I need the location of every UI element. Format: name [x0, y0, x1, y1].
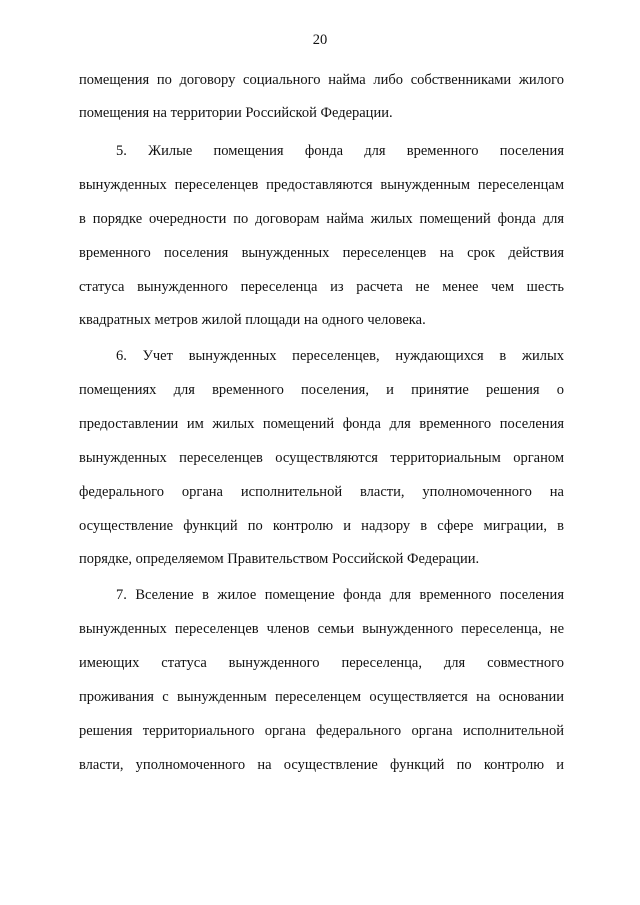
paragraph-6-line-2: помещениях для временного поселения, и принятие решения о — [79, 382, 564, 398]
paragraph-6-line-3: предоставлении им жилых помещений фонда для временного поселения — [79, 416, 564, 432]
paragraph-6-line-1: 6. Учет вынужденных переселенцев, нуждающихся в жилых — [116, 348, 564, 364]
paragraph-7-line-4: проживания с вынужденным переселенцем осуществляется на основании — [79, 689, 564, 705]
paragraph-7-line-5: решения территориального органа федерального органа исполнительной — [79, 723, 564, 739]
paragraph-4-line-2: помещения на территории Российской Федерации. — [79, 105, 393, 121]
paragraph-7-line-6: власти, уполномоченного на осуществление функций по контролю и — [79, 757, 564, 773]
paragraph-7-line-3: имеющих статуса вынужденного переселенца, для совместного — [79, 655, 564, 671]
paragraph-5-line-4: временного поселения вынужденных переселенцев на срок действия — [79, 245, 564, 261]
paragraph-4-line-1: помещения по договору социального найма либо собственниками жилого — [79, 72, 564, 88]
paragraph-5-line-2: вынужденных переселенцев предоставляются вынужденным переселенцам — [79, 177, 564, 193]
paragraph-5-line-1: 5. Жилые помещения фонда для временного поселения — [116, 143, 564, 159]
paragraph-6-line-6: осуществление функций по контролю и надзору в сфере миграции, в — [79, 518, 564, 534]
paragraph-7-line-1: 7. Вселение в жилое помещение фонда для временного поселения — [116, 587, 564, 603]
paragraph-5-line-6: квадратных метров жилой площади на одного человека. — [79, 312, 426, 328]
page-number: 20 — [312, 32, 328, 48]
paragraph-7-line-2: вынужденных переселенцев членов семьи вынужденного переселенца, не — [79, 621, 564, 637]
paragraph-5-line-3: в порядке очередности по договорам найма жилых помещений фонда для — [79, 211, 564, 227]
paragraph-6-line-5: федерального органа исполнительной власти, уполномоченного на — [79, 484, 564, 500]
paragraph-6-line-4: вынужденных переселенцев осуществляются территориальным органом — [79, 450, 564, 466]
paragraph-6-line-7: порядке, определяемом Правительством Российской Федерации. — [79, 551, 480, 567]
paragraph-5-line-5: статуса вынужденного переселенца из расчета не менее чем шесть — [79, 279, 564, 295]
